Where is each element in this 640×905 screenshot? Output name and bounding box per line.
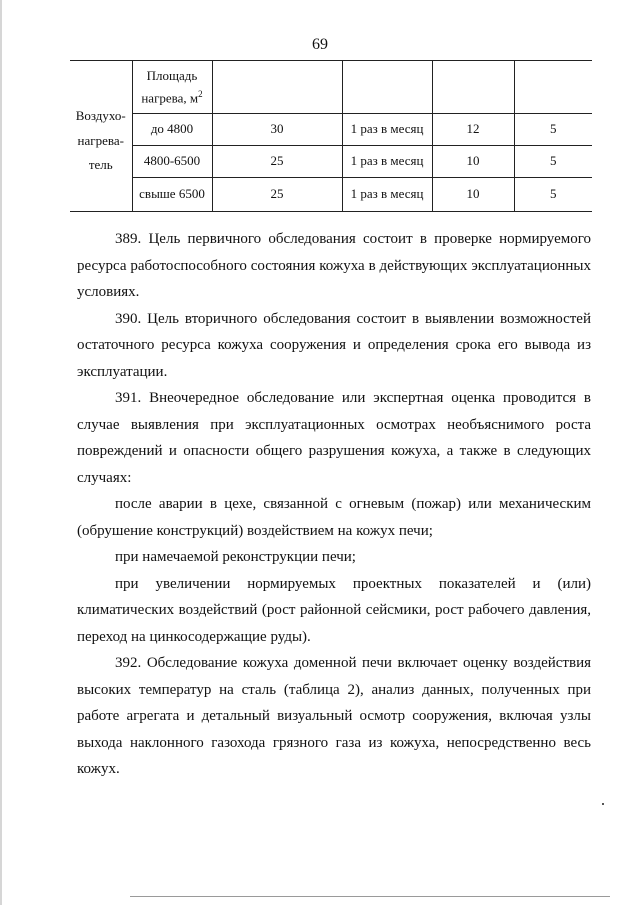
table-cell <box>432 61 514 114</box>
table-cell <box>514 61 592 114</box>
area-cell: 4800-6500 <box>132 146 212 178</box>
device-label-cell <box>70 61 132 212</box>
table-cell <box>212 61 342 114</box>
value3-cell: 5 <box>514 178 592 212</box>
area-header-label: Площадь нагрева, м <box>141 67 199 106</box>
table-row <box>70 178 592 212</box>
value3-cell: 5 <box>514 114 592 146</box>
scan-edge <box>0 0 2 905</box>
frequency-cell: 1 раз в месяц <box>342 114 432 146</box>
area-header-unit-exponent: 2 <box>198 88 203 99</box>
scan-speck <box>602 803 604 805</box>
value1-cell: 25 <box>212 178 342 212</box>
value2-cell: 10 <box>432 178 514 212</box>
device-label: Воздухо- нагрева- тель <box>75 107 126 173</box>
area-cell: свыше 6500 <box>132 178 212 212</box>
value3-cell: 5 <box>514 146 592 178</box>
table-row <box>70 114 592 146</box>
paragraph-389: 389. Цель первичного обследования состоит в проверке нормируемого ресурса работоспособного состояния кожуха в действующих эксплуатационных условиях. <box>77 231 591 300</box>
body-text <box>77 226 591 783</box>
case-item-accident: после аварии в цехе, связанной с огневым (пожар) или механическим (обрушение конструкций) воздействием на кожух печи; <box>77 496 591 539</box>
frequency-cell: 1 раз в месяц <box>342 178 432 212</box>
value2-cell: 10 <box>432 146 514 178</box>
case-item-increase: при увеличении нормируемых проектных показателей и (или) климатических воздействий (рост районной сейсмики, рост рабочего давления, переход на цинкосодержащие руды). <box>77 575 591 645</box>
paragraph-392: 392. Обследование кожуха доменной печи включает оценку воздействия высоких температур на сталь (таблица 2), анализ данных, полученных при работе агрегата и детальный визуальный осмотр сооружения, включая узлы выхода наклонного газохода грязного газа из кожуха, непосредственно весь кожух. <box>77 655 591 777</box>
inspection-table <box>70 60 592 212</box>
table-row <box>70 146 592 178</box>
area-cell: до 4800 <box>132 114 212 146</box>
paragraph-391: 391. Внеочередное обследование или экспертная оценка проводится в случае выявления при эксплуатационных осмотрах необъяснимого роста повреждений и опасности общего разрушения кожуха, а также в следующих случаях: <box>77 390 591 486</box>
value1-cell: 30 <box>212 114 342 146</box>
page-number: 69 <box>312 36 328 53</box>
table-cell <box>342 61 432 114</box>
paragraph-390: 390. Цель вторичного обследования состоит в выявлении возможностей остаточного ресурса кожуха сооружения и определения срока его вывода из эксплуатации. <box>77 310 591 380</box>
scan-bottom-line <box>130 896 610 897</box>
case-item-reconstruction: при намечаемой реконструкции печи; <box>115 549 356 565</box>
value2-cell: 12 <box>432 114 514 146</box>
area-header-cell <box>132 61 212 114</box>
value1-cell: 25 <box>212 146 342 178</box>
frequency-cell: 1 раз в месяц <box>342 146 432 178</box>
table-row <box>70 61 592 114</box>
